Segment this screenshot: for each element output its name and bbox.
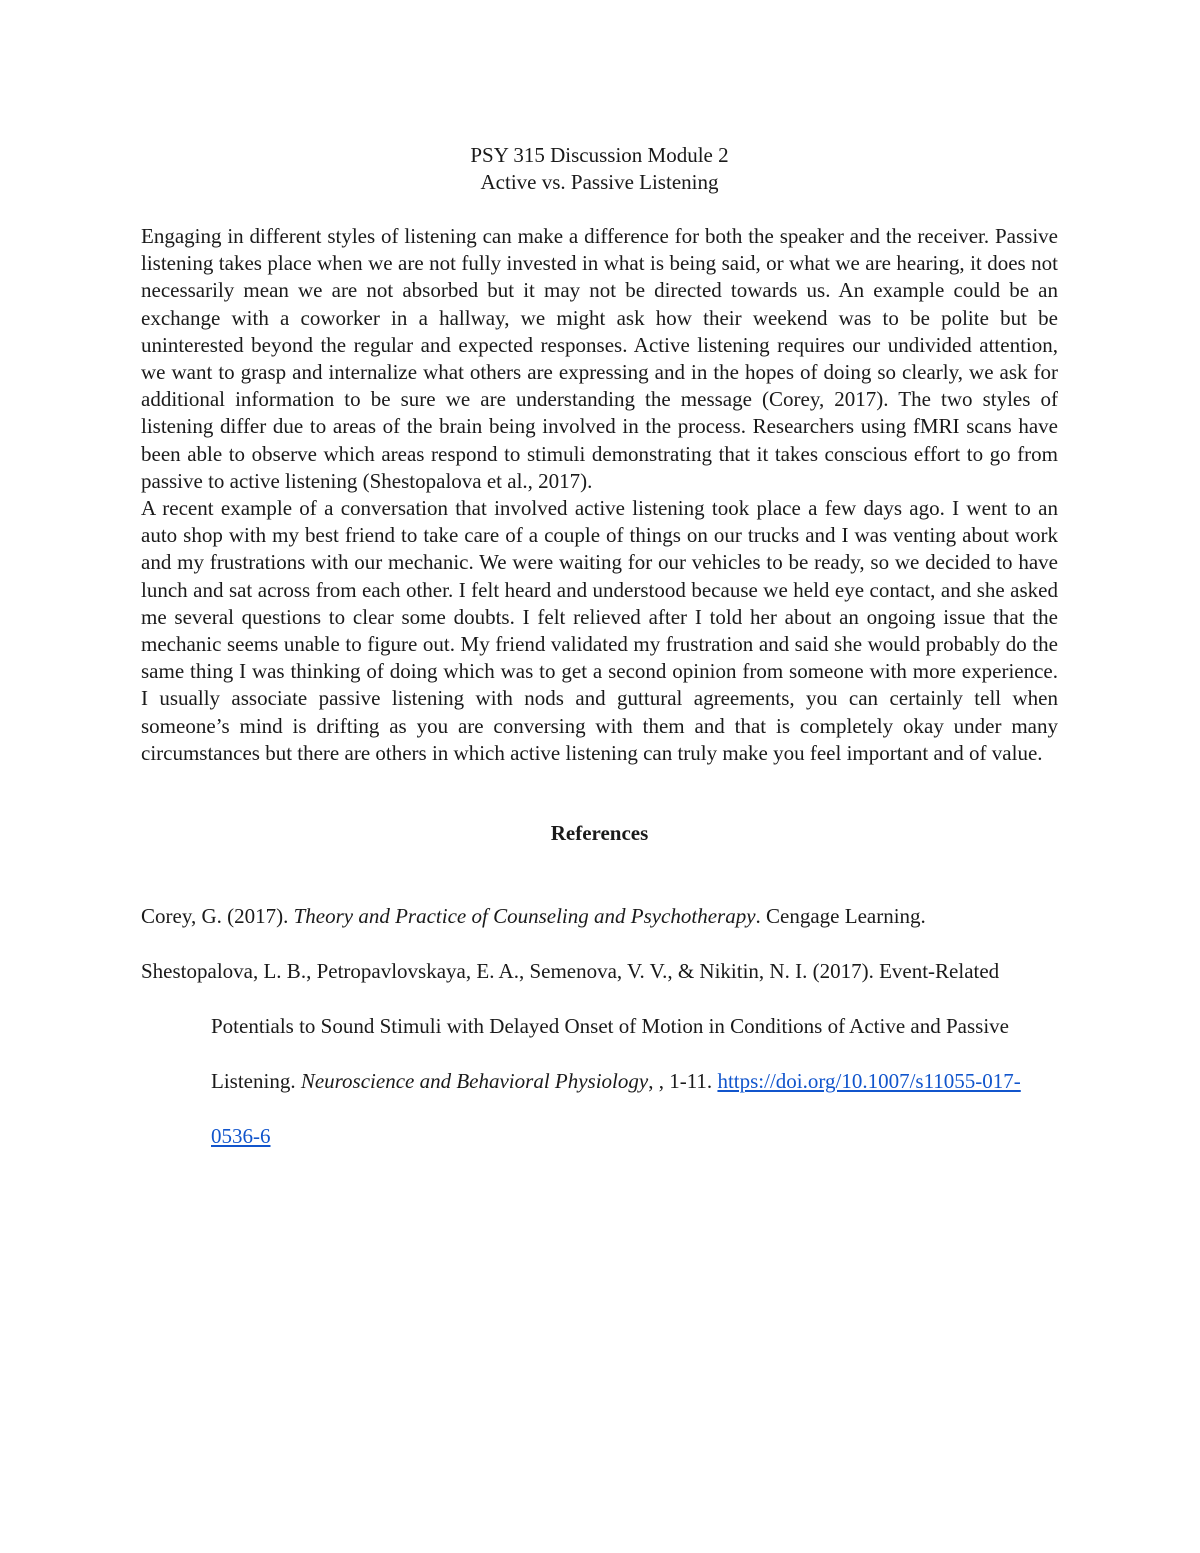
document-title-block — [141, 142, 1058, 196]
document-subtitle: Active vs. Passive Listening — [480, 170, 719, 194]
reference-shestopalova-pages: , , 1-11. — [648, 1069, 718, 1094]
document-page — [141, 142, 1058, 1164]
doi-link[interactable]: https://doi.org/10.1007/s11055-017-0536-6 — [211, 1069, 1021, 1149]
references-heading: References — [550, 821, 649, 846]
reference-list — [141, 889, 1058, 1164]
reference-corey-author: Corey, G. (2017). — [141, 904, 294, 929]
reference-entry-corey — [141, 889, 1058, 944]
reference-entry-shestopalova — [141, 944, 1058, 1164]
reference-shestopalova-journal: Neuroscience and Behavioral Physiology — [300, 1069, 649, 1094]
document-title: PSY 315 Discussion Module 2 — [470, 143, 729, 167]
body-paragraph-1: Engaging in different styles of listening can make a difference for both the speaker and the receiver. Passive listening takes place when we are not fully invested in what is being said, or what we are hearing, it does not necessarily mean we are not absorbed but it may not be directed towards us. An example could be an exchange with a coworker in a hallway, we might ask how their weekend was to be polite but be uninterested beyond the regular and expected responses. Active listening requires our undivided attention, we want to grasp and internalize what others are expressing and in the hopes of doing so clearly, we ask for additional information to be sure we are understanding the message (Corey, 2017). The two styles of listening differ due to areas of the brain being involved in the process. Researchers using fMRI scans have been able to observe which areas respond to stimuli demonstrating that it takes conscious effort to go from passive to active listening (Shestopalova et al., 2017). — [141, 224, 1058, 493]
reference-corey-publisher: . Cengage Learning. — [755, 904, 926, 929]
reference-shestopalova-text: Shestopalova, L. B., Petropavlovskaya, E. A., Semenova, V. V., & Nikitin, N. I. (2017). Event-Related Potentials to Sound Stimuli with Delayed Onset of Motion in Conditions of Active and Passive Listening. — [141, 959, 1009, 1094]
body-paragraph-2: A recent example of a conversation that involved active listening took place a few days ago. I went to an auto shop with my best friend to take care of a couple of things on our trucks and I was venting about work and my frustrations with our mechanic. We were waiting for our vehicles to be ready, so we decided to have lunch and sat across from each other. I felt heard and understood because we held eye contact, and she asked me several questions to clear some doubts. I felt relieved after I told her about an ongoing issue that the mechanic seems unable to figure out. My friend validated my frustration and said she would probably do the same thing I was thinking of doing which was to get a second opinion from someone with more experience. I usually associate passive listening with nods and guttural agreements, you can certainly tell when someone’s mind is drifting as you are conversing with them and that is completely okay under many circumstances but there are others in which active listening can truly make you feel important and of value. — [141, 496, 1058, 765]
reference-corey-title: Theory and Practice of Counseling and Psychotherapy — [293, 904, 756, 929]
